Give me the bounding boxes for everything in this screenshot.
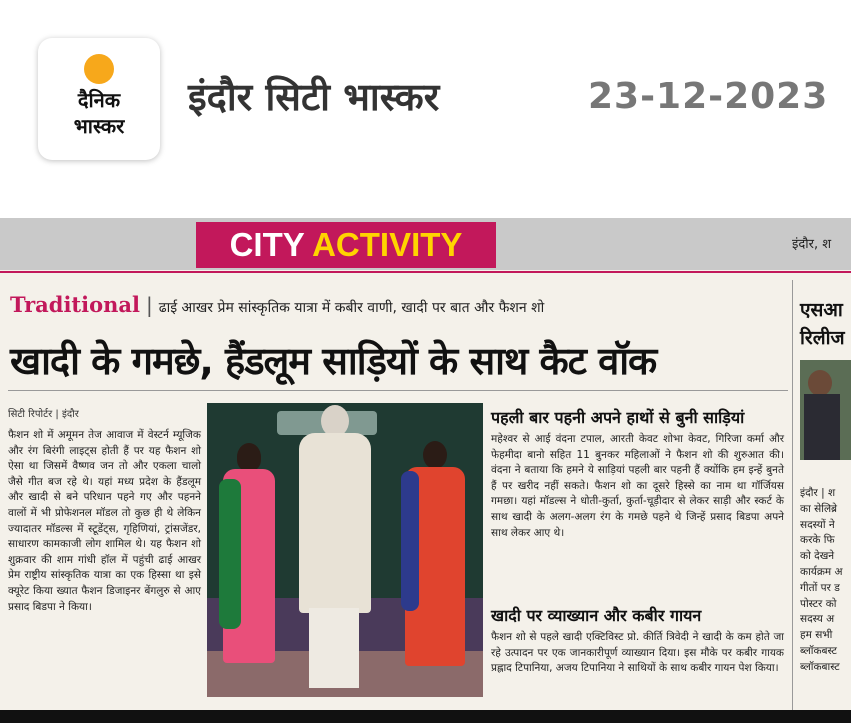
edition-title: इंदौर सिटी भास्कर — [188, 75, 440, 119]
side-text-line: को देखने — [800, 550, 835, 563]
page-header — [0, 0, 851, 200]
kicker-label: Traditional — [10, 292, 140, 317]
side-text-line: करके फि — [800, 534, 835, 547]
article-kicker — [10, 292, 544, 317]
kicker-text: ढाई आखर प्रेम सांस्कृतिक यात्रा में कबीर वाणी, खादी पर बात और फैशन शो — [158, 300, 545, 316]
side-text-line: हम सभी — [800, 629, 833, 642]
article-body-column-1: फैशन शो में अमूमन तेज आवाज में वेस्टर्न म्यूजिक और रंग बिरंगी लाइट्स होती हैं पर यह फैशन शो ऐसा था जिसमें वैष्णव जन तो और एकला चालो जैसे गीत बज रहे थे। यहां मध्य प्रदेश के हैंडलूम और खादी से बने परिधान पहने गए और पहनने वालों में भी प्रोफेशनल मॉडल तो कुछ ही थे लेकिन ज्यादातर मॉडल्स में स्टूडेंट्स, गृहिणियां, ट्रांसजेंडर, साधारण कामकाजी लोग शामिल थे। यह फैशन शो शुक्रवार की शाम गांधी हॉल में पहुंची ढाई आखर प्रेम राष्ट्रीय सांस्कृतिक यात्रा का एक हिस्सा था इसे क्यूरेट किया ख्यात फैशन डिजाइनर बेंगलुरु से आए प्रसाद बिडपा ने किया। — [8, 429, 201, 613]
article-body-column-2: महेश्वर से आई वंदना टपाल, आरती केवट शोभा केवट, गिरिजा कर्मा और फेहमीदा बानो सहित 11 बुनकर महिलाओं ने फैशन शो की शुरुआत की। वंदना ने बताया कि हमने ये साड़ियां पहली बार पहनी हैं क्योंकि हम इन्हें बुनते हैं पर खरीद नहीं सकते। फैशन शो का दूसरे हिस्से का नाम था गॉर्जियस गमछा। यहां मॉडल्स ने धोती-कुर्ता, कुर्ता-चूड़ीदार से लेकर साड़ी और स्कर्ट के साथ खादी के अलग-अलग रंग के गमछे पहने थे जिन्हें प्रसाद बिडपा अपने साथ लेकर आए थे। — [491, 433, 784, 539]
side-article-photo — [800, 360, 851, 460]
banner-word-city: CITY — [229, 226, 305, 263]
model-in-pink-saree — [217, 443, 279, 663]
byline: सिटी रिपोर्टर | इंदौर — [8, 409, 79, 420]
subheading-2: खादी पर व्याख्यान और कबीर गायन — [491, 606, 702, 625]
bottom-edge — [0, 710, 851, 723]
edition-date: 23-12-2023 — [588, 76, 829, 117]
side-text-line: पोस्टर को — [800, 597, 837, 610]
side-text-line: सदस्य अ — [800, 613, 835, 626]
article-headline: खादी के गमछे, हैंडलूम साड़ियों के साथ कैट वॉक — [10, 339, 657, 383]
side-title-line1: एसआ — [800, 299, 843, 321]
city-activity-banner — [196, 222, 496, 268]
newspaper-clipping — [0, 218, 851, 723]
side-text-line: ब्लॉकबस्ट — [800, 644, 837, 657]
side-text-line: ब्लॉकबास्ट — [800, 660, 840, 673]
logo-text-line1: दैनिक — [77, 88, 121, 112]
model-in-red-saree — [397, 441, 473, 666]
column-divider — [792, 280, 793, 720]
dateline: इंदौर, श — [792, 237, 832, 252]
side-article-text — [800, 486, 851, 676]
side-text-line: गीतों पर ड — [800, 581, 840, 594]
article-body-column-3: फैशन शो से पहले खादी एक्टिविस्ट प्रो. कीर्ति त्रिवेदी ने खादी के कम होते जा रहे उत्पादन पर एक जानकारीपूर्ण व्याख्यान दिया। इस मौके पर कबीर गायक प्रह्लाद टिपानिया, अजय टिपानिया ने साथियों के साथ कबीर गायन पेश किया। — [491, 631, 784, 675]
divider — [8, 390, 788, 391]
side-text-line: इंदौर | श — [800, 487, 836, 499]
divider — [0, 271, 851, 273]
fashion-show-photo — [207, 403, 483, 697]
dainik-bhaskar-logo[interactable] — [38, 38, 160, 160]
side-article-title — [800, 296, 851, 352]
sun-icon — [84, 54, 114, 84]
subheading-1: पहली बार पहनी अपने हाथों से बुनी साड़ियां — [491, 408, 745, 427]
model-in-white-khadi — [295, 403, 375, 697]
side-text-line: कार्यक्रम अ — [800, 565, 843, 578]
banner-word-activity: ACTIVITY — [312, 226, 463, 263]
side-title-line2: रिलीज — [800, 327, 845, 349]
logo-text-line2: भास्कर — [73, 114, 125, 138]
side-text-line: का सेलिब्रे — [800, 502, 838, 515]
kicker-separator: | — [145, 293, 153, 317]
side-text-line: सदस्यों ने — [800, 518, 835, 531]
